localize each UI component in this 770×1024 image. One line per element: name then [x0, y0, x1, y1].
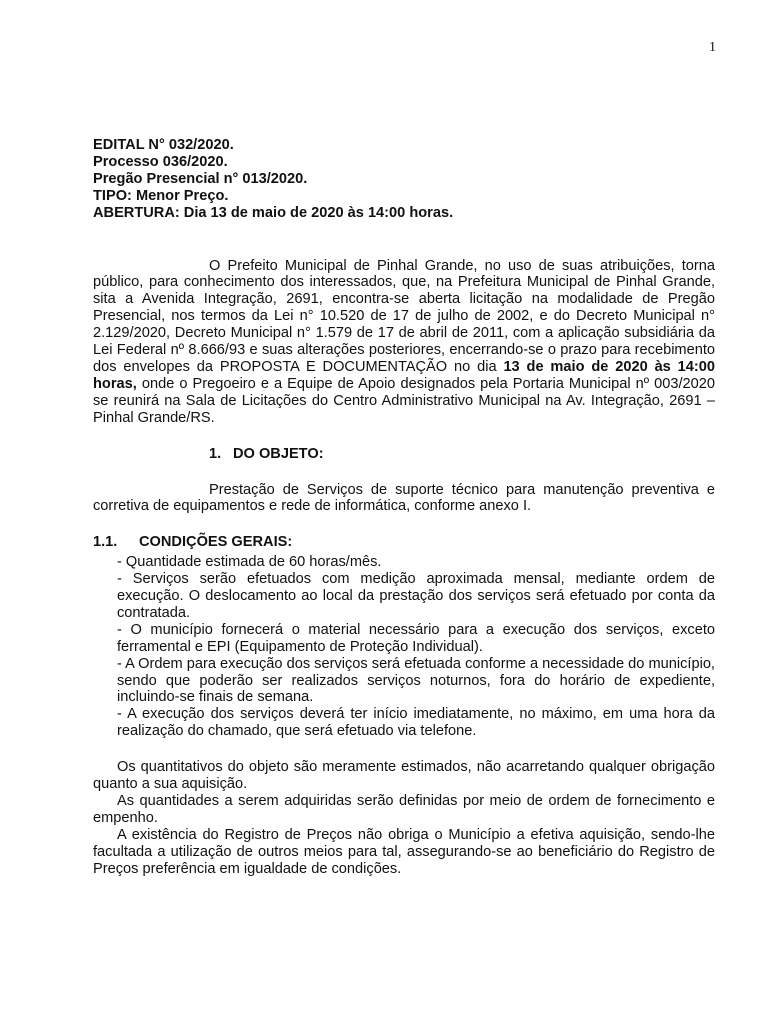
section-number: 1. [209, 445, 222, 462]
page-number: 1 [709, 40, 716, 55]
list-item: - O município fornecerá o material necessário para a execução dos serviços, exceto ferramental e EPI (Equipamento de Proteção Individual). [117, 621, 715, 655]
condicoes-list [93, 554, 715, 740]
section-title-text: DO OBJETO: [233, 445, 324, 462]
intro-text-part1: O Prefeito Municipal de Pinhal Grande, no uso de suas atribuições, torna público, para conhecimento dos interessados, que, na Prefeitura Municipal de Pinhal Grande, sita a Avenida Integração, 2691, encontra-se aberta licitação na modalidade de Pregão Presencial, nos termos da Lei n° 10.520 de 17 de julho de 2002, e do Decreto Municipal n° 2.129/2020, Decreto Municipal n° 1.579 de 17 de abril de 2011, com a aplicação subsidiária da Lei Federal nº 8.666/93 e suas alterações posteriores, encerrando-se o prazo para recebimento dos envelopes da PROPOSTA E DOCUMENTAÇÃO no dia [93, 257, 715, 375]
intro-date-bold: 13 de maio de 2020 às 14:00 horas, [93, 358, 715, 392]
list-item: - A Ordem para execução dos serviços será efetuada conforme a necessidade do município, sendo que poderão ser realizados serviços noturnos, fora do horário de expediente, incluindo-se finais de semana. [117, 655, 715, 706]
pregao-number: Pregão Presencial n° 013/2020. [93, 170, 308, 187]
closing-paragraphs [93, 759, 715, 877]
intro-text-part2: onde o Pregoeiro e a Equipe de Apoio designados pela Portaria Municipal nº 003/2020 se reunirá na Sala de Licitações do Centro Administrativo Municipal na Av. Integração, 2691 – Pinhal Grande/RS. [93, 375, 715, 426]
objeto-paragraph: Prestação de Serviços de suporte técnico para manutenção preventiva e corretiva de equipamentos e rede de informática, conforme anexo I. [93, 481, 715, 515]
closing-paragraph: A existência do Registro de Preços não obriga o Município a efetiva aquisição, sendo-lhe facultada a utilização de outros meios para tal, assegurando-se ao beneficiário do Registro de Preços preferência em igualdade de condições. [93, 826, 715, 877]
tipo-line: TIPO: Menor Preço. [93, 187, 229, 204]
list-item: - Quantidade estimada de 60 horas/mês. [117, 554, 382, 571]
closing-paragraph: Os quantitativos do objeto são meramente estimados, não acarretando qualquer obrigação quanto a sua aquisição. [93, 759, 715, 793]
intro-paragraph [93, 258, 715, 427]
closing-paragraph: As quantidades a serem adquiridas serão definidas por meio de ordem de fornecimento e empenho. [93, 793, 715, 826]
abertura-line: ABERTURA: Dia 13 de maio de 2020 às 14:00 horas. [93, 204, 454, 221]
list-item: - Serviços serão efetuados com medição aproximada mensal, mediante ordem de execução. O deslocamento ao local da prestação dos serviços será efetuado por conta da contratada. [117, 571, 715, 621]
subsection-number: 1.1. [93, 534, 118, 551]
edital-header [93, 137, 715, 222]
document-body [93, 137, 715, 878]
section-objeto-title [93, 446, 715, 463]
edital-number: EDITAL N° 032/2020. [93, 137, 234, 153]
condicoes-gerais-title [93, 534, 715, 551]
processo-number: Processo 036/2020. [93, 153, 228, 170]
list-item: - A execução dos serviços deverá ter início imediatamente, no máximo, em uma hora da realização do chamado, que será efetuado via telefone. [117, 706, 715, 740]
subsection-title-text: CONDIÇÕES GERAIS: [139, 534, 293, 551]
